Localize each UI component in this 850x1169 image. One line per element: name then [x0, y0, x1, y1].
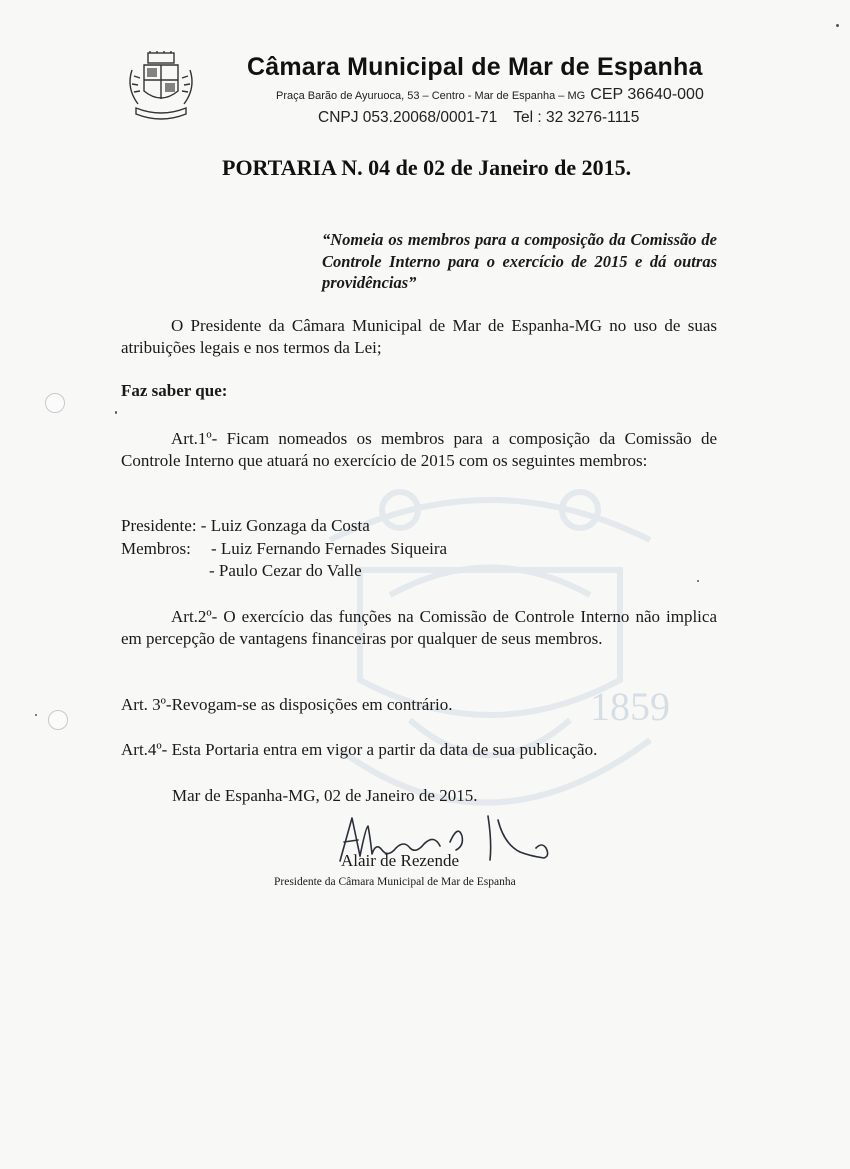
- signatory-role: Presidente da Câmara Municipal de Mar de Espanha: [274, 876, 516, 888]
- institution-name: Câmara Municipal de Mar de Espanha: [247, 53, 703, 81]
- institution-address: Praça Barão de Ayuruoca, 53 – Centro - Mar de Espanha – MG: [276, 90, 586, 102]
- member-name: - Luiz Fernando Fernades Siqueira: [211, 538, 448, 558]
- article-4: Art.4º- Esta Portaria entra em vigor a partir da data de sua publicação.: [121, 740, 598, 759]
- members-list: [121, 515, 447, 583]
- punch-hole: [48, 710, 68, 730]
- header-contact-line: [318, 109, 639, 127]
- member-row: [121, 538, 447, 561]
- municipal-crest-icon: [126, 50, 196, 122]
- member-row: [121, 560, 447, 583]
- article-1: Art.1º- Ficam nomeados os membros para a composição da Comissão de Controle Interno que atuará no exercício de 2015 com os seguintes membros:: [121, 429, 717, 470]
- president-name: - Luiz Gonzaga da Costa: [200, 516, 370, 535]
- document-summary: “Nomeia os membros para a composição da Comissão de Controle Interno para o exercício de 2015 e dá outras providências”: [322, 230, 717, 292]
- article-2: Art.2º- O exercício das funções na Comissão de Controle Interno não implica em percepção de vantagens financeiras por qualquer de seus membros.: [121, 607, 717, 648]
- institution-cnpj: CNPJ 053.20068/0001-71: [318, 109, 498, 126]
- place-and-date: Mar de Espanha-MG, 02 de Janeiro de 2015.: [172, 786, 478, 805]
- watermark-year: 1859: [590, 684, 670, 729]
- president-row: [121, 515, 447, 538]
- header-address-line: [276, 86, 704, 104]
- members-label: Membros:: [121, 538, 191, 558]
- document-title: PORTARIA N. 04 de 02 de Janeiro de 2015.: [222, 155, 632, 180]
- member-name: - Paulo Cezar do Valle: [209, 561, 362, 580]
- article-3: Art. 3º-Revogam-se as disposições em contrário.: [121, 695, 453, 714]
- institution-phone: Tel : 32 3276-1115: [513, 109, 640, 126]
- faz-saber-heading: Faz saber que:: [121, 381, 228, 400]
- president-label: Presidente:: [121, 516, 197, 535]
- institution-cep: CEP 36640-000: [590, 86, 704, 103]
- punch-hole: [45, 393, 65, 413]
- signatory-name: Alair de Rezende: [341, 851, 459, 870]
- preamble-paragraph: O Presidente da Câmara Municipal de Mar de Espanha-MG no uso de suas atribuições legais e nos termos da Lei;: [121, 316, 717, 357]
